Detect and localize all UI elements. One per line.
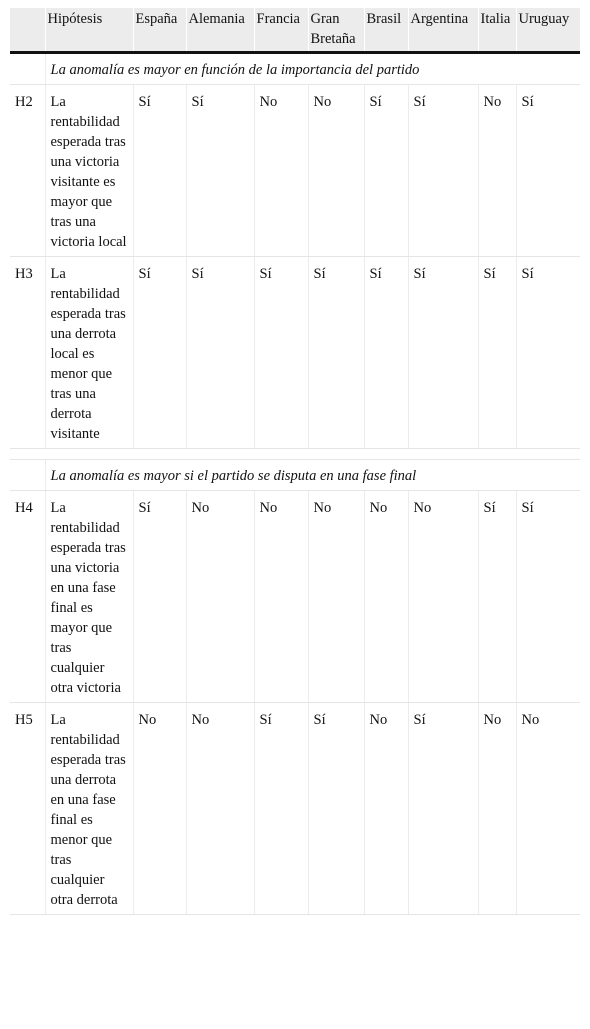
value-cell: No — [186, 703, 254, 915]
section-title: La anomalía es mayor si el partido se disputa en una fase final — [45, 460, 580, 491]
section-title: La anomalía es mayor en función de la importancia del partido — [45, 53, 580, 85]
value-cell: No — [408, 491, 478, 703]
value-cell: Sí — [133, 491, 186, 703]
value-cell: Sí — [254, 257, 308, 449]
value-cell: Sí — [408, 257, 478, 449]
header-cell-great-britain: Gran Bretaña — [308, 8, 364, 53]
separator-cell — [10, 449, 580, 460]
value-cell: Sí — [308, 257, 364, 449]
section-row — [10, 53, 580, 85]
value-cell: No — [186, 491, 254, 703]
value-cell: No — [254, 491, 308, 703]
value-cell: Sí — [133, 257, 186, 449]
value-cell: Sí — [408, 85, 478, 257]
table-row — [10, 85, 580, 257]
value-cell: No — [308, 85, 364, 257]
table-row — [10, 257, 580, 449]
value-cell: Sí — [408, 703, 478, 915]
value-cell: Sí — [186, 85, 254, 257]
value-cell: No — [478, 85, 516, 257]
value-cell: No — [254, 85, 308, 257]
header-cell-brazil: Brasil — [364, 8, 408, 53]
table-row — [10, 491, 580, 703]
value-cell: Sí — [478, 491, 516, 703]
value-cell: Sí — [133, 85, 186, 257]
header-cell-spain: España — [133, 8, 186, 53]
header-cell-uruguay: Uruguay — [516, 8, 580, 53]
value-cell: No — [364, 703, 408, 915]
section-spacer-cell — [10, 53, 45, 85]
hypothesis-results-table — [10, 8, 580, 915]
value-cell: Sí — [478, 257, 516, 449]
value-cell: Sí — [516, 491, 580, 703]
hypothesis-id: H2 — [10, 85, 45, 257]
value-cell: Sí — [254, 703, 308, 915]
value-cell: No — [133, 703, 186, 915]
value-cell: No — [478, 703, 516, 915]
header-cell-id — [10, 8, 45, 53]
hypothesis-id: H4 — [10, 491, 45, 703]
header-cell-italy: Italia — [478, 8, 516, 53]
header-cell-hypothesis: Hipótesis — [45, 8, 133, 53]
hypothesis-id: H3 — [10, 257, 45, 449]
value-cell: Sí — [516, 257, 580, 449]
header-cell-germany: Alemania — [186, 8, 254, 53]
table-row — [10, 703, 580, 915]
hypothesis-text: La rentabilidad esperada tras una victoria en una fase final es mayor que tras cualquier otra victoria — [45, 491, 133, 703]
header-cell-argentina: Argentina — [408, 8, 478, 53]
value-cell: Sí — [364, 257, 408, 449]
section-row — [10, 460, 580, 491]
hypothesis-text: La rentabilidad esperada tras una derrota en una fase final es menor que tras cualquier otra derrota — [45, 703, 133, 915]
section-spacer-cell — [10, 460, 45, 491]
value-cell: Sí — [516, 85, 580, 257]
value-cell: Sí — [186, 257, 254, 449]
value-cell: Sí — [364, 85, 408, 257]
value-cell: Sí — [308, 703, 364, 915]
hypothesis-text: La rentabilidad esperada tras una derrota local es menor que tras una derrota visitante — [45, 257, 133, 449]
header-cell-france: Francia — [254, 8, 308, 53]
value-cell: No — [516, 703, 580, 915]
hypothesis-id: H5 — [10, 703, 45, 915]
hypothesis-text: La rentabilidad esperada tras una victoria visitante es mayor que tras una victoria local — [45, 85, 133, 257]
section-separator — [10, 449, 580, 460]
value-cell: No — [308, 491, 364, 703]
value-cell: No — [364, 491, 408, 703]
table-header-row — [10, 8, 580, 53]
